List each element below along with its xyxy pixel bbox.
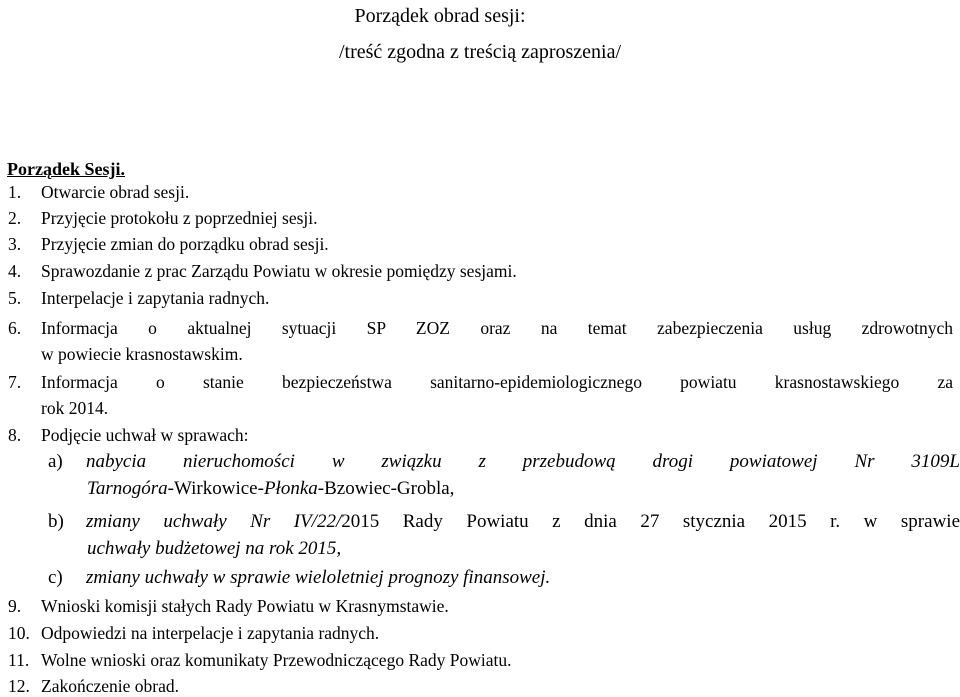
item-text: Wolne wnioski oraz komunikaty Przewodniczącego Rady Powiatu. xyxy=(41,650,512,670)
subitem-b xyxy=(48,510,960,534)
agenda-item-11 xyxy=(8,649,953,671)
subitem-text: nabycia nieruchomości w związku z przebudową drogi powiatowej Nr 3109L xyxy=(86,451,960,472)
item-number: 11. xyxy=(8,650,30,670)
place-name: -Bzowiec-Grobla, xyxy=(317,478,455,499)
subitem-b-continuation: uchwały budżetowej na rok 2015, xyxy=(87,538,342,559)
item-number: 4. xyxy=(8,261,22,281)
section-title: Porządek Sesji. xyxy=(7,159,125,179)
item-text: Interpelacje i zapytania radnych. xyxy=(41,288,270,308)
subitem-letter: c) xyxy=(48,567,63,588)
item-number: 3. xyxy=(8,234,22,254)
agenda-item-6 xyxy=(8,317,953,339)
item-number: 5. xyxy=(8,288,22,308)
item-number: 12. xyxy=(8,676,30,696)
agenda-item-7 xyxy=(8,371,953,393)
subitem-text: zmiany uchwały w sprawie wieloletniej prognozy finansowej. xyxy=(86,567,551,588)
agenda-item-1 xyxy=(8,181,953,203)
item-text: Sprawozdanie z prac Zarządu Powiatu w okresie pomiędzy sesjami. xyxy=(41,261,517,281)
item-text: Przyjęcie zmian do porządku obrad sesji. xyxy=(41,234,329,254)
subitem-text-italic: zmiany uchwały Nr IV/22/ xyxy=(86,511,342,532)
item-text: Wnioski komisji stałych Rady Powiatu w Krasnymstawie. xyxy=(41,596,449,616)
item-text: Zakończenie obrad. xyxy=(41,676,179,696)
subitem-text-rest: 2015 Rady Powiatu z dnia 27 stycznia 2015 r. w sprawie xyxy=(341,511,960,532)
item-text: Informacja o stanie bezpieczeństwa sanitarno-epidemiologicznego powiatu krasnostawskiego za xyxy=(41,372,953,392)
agenda-item-5 xyxy=(8,287,953,309)
agenda-item-9 xyxy=(8,595,953,617)
item-number: 8. xyxy=(8,425,22,445)
page-title: Porządek obrad sesji: xyxy=(354,5,526,27)
subitem-c xyxy=(48,566,550,590)
place-name: Płonka xyxy=(263,478,318,499)
item-number: 1. xyxy=(8,182,22,202)
subitem-a-continuation xyxy=(87,477,454,501)
item-text: Przyjęcie protokołu z poprzedniej sesji. xyxy=(41,208,318,228)
item-text: Odpowiedzi na interpelacje i zapytania radnych. xyxy=(41,623,380,643)
place-name: Tarnogóra xyxy=(87,478,168,499)
item-continuation: rok 2014. xyxy=(41,398,109,418)
subitem-letter: b) xyxy=(48,511,64,532)
item-continuation: w powiecie krasnostawskim. xyxy=(41,344,243,364)
item-text: Podjęcie uchwał w sprawach: xyxy=(41,425,249,445)
agenda-item-10 xyxy=(8,622,953,644)
item-text: Otwarcie obrad sesji. xyxy=(41,182,190,202)
item-number: 2. xyxy=(8,208,22,228)
page-subtitle: /treść zgodna z treścią zaproszenia/ xyxy=(338,41,622,63)
agenda-item-4 xyxy=(8,260,953,282)
item-text: Informacja o aktualnej sytuacji SP ZOZ oraz na temat zabezpieczenia usług zdrowotnych xyxy=(41,318,953,338)
agenda-item-8 xyxy=(8,424,953,446)
agenda-item-3 xyxy=(8,233,953,255)
subitem-a xyxy=(48,450,960,474)
subitem-letter: a) xyxy=(48,451,63,472)
item-number: 7. xyxy=(8,372,22,392)
item-number: 6. xyxy=(8,318,22,338)
agenda-item-2 xyxy=(8,207,953,229)
item-number: 9. xyxy=(8,596,22,616)
item-number: 10. xyxy=(8,623,30,643)
place-name: -Wirkowice- xyxy=(167,478,264,499)
subitem-text xyxy=(86,510,960,534)
